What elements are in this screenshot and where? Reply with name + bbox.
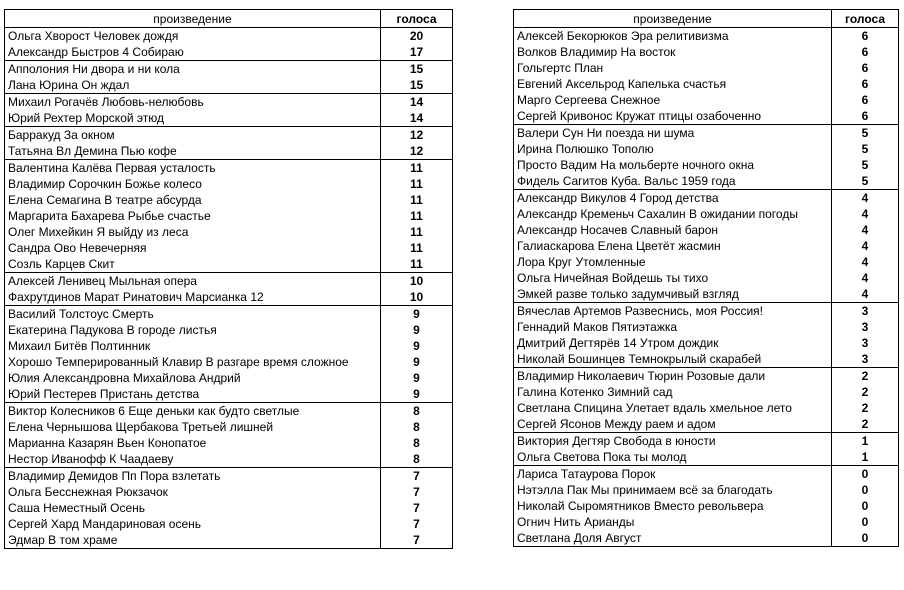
table-row <box>514 498 899 514</box>
votes-column-header: голоса <box>381 10 453 28</box>
entry-cell: Николай Бошинцев Темнокрылый скарабей <box>514 351 832 368</box>
entry-cell: Ольга Ничейная Войдешь ты тихо <box>514 270 832 286</box>
votes-cell: 4 <box>832 190 899 207</box>
table-row <box>5 44 453 61</box>
table-row <box>514 270 899 286</box>
votes-cell: 2 <box>832 368 899 385</box>
entry-cell: Просто Вадим На мольберте ночного окна <box>514 157 832 173</box>
votes-cell: 10 <box>381 273 453 290</box>
entry-cell: Лана Юрина Он ждал <box>5 77 381 94</box>
table-row <box>5 192 453 208</box>
votes-cell: 11 <box>381 224 453 240</box>
table-row <box>5 160 453 177</box>
table-row <box>5 484 453 500</box>
votes-cell: 6 <box>832 60 899 76</box>
votes-cell: 7 <box>381 468 453 485</box>
right-table-body <box>514 28 899 547</box>
entry-cell: Александр Викулов 4 Город детства <box>514 190 832 207</box>
table-row <box>514 514 899 530</box>
votes-cell: 4 <box>832 286 899 303</box>
table-row <box>514 157 899 173</box>
header-row <box>5 10 453 28</box>
table-row <box>514 125 899 142</box>
table-row <box>5 403 453 420</box>
votes-cell: 7 <box>381 516 453 532</box>
table-row <box>514 384 899 400</box>
entry-cell: Светлана Доля Август <box>514 530 832 547</box>
table-row <box>514 222 899 238</box>
entry-cell: Елена Чернышова Щербакова Третьей лишней <box>5 419 381 435</box>
votes-cell: 9 <box>381 306 453 323</box>
entry-cell: Эмкей разве только задумчивый взгляд <box>514 286 832 303</box>
entry-cell: Ольга Светова Пока ты молод <box>514 449 832 466</box>
votes-cell: 4 <box>832 254 899 270</box>
entry-cell: Огнич Нить Арианды <box>514 514 832 530</box>
table-row <box>5 256 453 273</box>
entry-cell: Сергей Хард Мандариновая осень <box>5 516 381 532</box>
entry-cell: Валентина Калёва Первая усталость <box>5 160 381 177</box>
table-row <box>5 127 453 144</box>
votes-cell: 8 <box>381 403 453 420</box>
table-row <box>514 76 899 92</box>
votes-cell: 6 <box>832 92 899 108</box>
table-row <box>5 94 453 111</box>
votes-cell: 10 <box>381 289 453 306</box>
table-row <box>514 466 899 483</box>
entry-cell: Александр Кременьч Сахалин В ожидании погоды <box>514 206 832 222</box>
entry-cell: Алексей Ленивец Мыльная опера <box>5 273 381 290</box>
entry-cell: Виктор Колесников 6 Еще деньки как будто светлые <box>5 403 381 420</box>
table-row <box>5 289 453 306</box>
table-row <box>5 386 453 403</box>
left-table-body <box>5 28 453 549</box>
table-row <box>5 176 453 192</box>
votes-cell: 15 <box>381 77 453 94</box>
entry-cell: Владимир Демидов Пп Пора взлетать <box>5 468 381 485</box>
entry-cell: Василий Толстоус Смерть <box>5 306 381 323</box>
table-row <box>514 400 899 416</box>
table-row <box>5 532 453 549</box>
table-row <box>514 92 899 108</box>
table-row <box>5 500 453 516</box>
table-row <box>5 224 453 240</box>
votes-cell: 9 <box>381 354 453 370</box>
votes-cell: 0 <box>832 482 899 498</box>
votes-cell: 5 <box>832 141 899 157</box>
table-row <box>514 238 899 254</box>
table-row <box>514 319 899 335</box>
entry-cell: Татьяна Вл Демина Пью кофе <box>5 143 381 160</box>
votes-cell: 11 <box>381 208 453 224</box>
table-row <box>5 110 453 127</box>
votes-cell: 2 <box>832 416 899 433</box>
table-row <box>514 108 899 125</box>
table-row <box>5 516 453 532</box>
entry-cell: Апполония Ни двора и ни кола <box>5 61 381 78</box>
table-row <box>5 240 453 256</box>
table-row <box>5 435 453 451</box>
votes-cell: 1 <box>832 433 899 450</box>
entry-cell: Михаил Рогачёв Любовь-нелюбовь <box>5 94 381 111</box>
entry-cell: Николай Сыромятников Вместо револьвера <box>514 498 832 514</box>
entry-cell: Ирина Полюшко Тополю <box>514 141 832 157</box>
entry-cell: Дмитрий Дегтярёв 14 Утром дождик <box>514 335 832 351</box>
entry-cell: Алексей Бекорюков Эра релитивизма <box>514 28 832 45</box>
entry-cell: Олег Михейкин Я выйду из леса <box>5 224 381 240</box>
table-row <box>514 141 899 157</box>
header-row <box>514 10 899 28</box>
table-row <box>5 419 453 435</box>
entry-cell: Юрий Рехтер Морской этюд <box>5 110 381 127</box>
entry-cell: Виктория Дегтяр Свобода в юности <box>514 433 832 450</box>
votes-cell: 5 <box>832 173 899 190</box>
entry-cell: Лариса Татаурова Порок <box>514 466 832 483</box>
table-row <box>514 60 899 76</box>
table-row <box>514 449 899 466</box>
votes-cell: 0 <box>832 514 899 530</box>
votes-cell: 9 <box>381 322 453 338</box>
entry-cell: Марианна Казарян Вьен Конопатое <box>5 435 381 451</box>
entry-cell: Фидель Сагитов Куба. Вальс 1959 года <box>514 173 832 190</box>
entry-cell: Марго Сергеева Снежное <box>514 92 832 108</box>
table-row <box>5 61 453 78</box>
entry-cell: Барракуд За окном <box>5 127 381 144</box>
table-row <box>514 286 899 303</box>
table-row <box>514 303 899 320</box>
table-row <box>5 143 453 160</box>
votes-cell: 7 <box>381 500 453 516</box>
votes-cell: 3 <box>832 303 899 320</box>
entry-cell: Александр Носачев Славный барон <box>514 222 832 238</box>
table-row <box>514 482 899 498</box>
votes-cell: 9 <box>381 338 453 354</box>
entry-cell: Сергей Ясонов Между раем и адом <box>514 416 832 433</box>
table-row <box>5 354 453 370</box>
entry-cell: Сандра Ово Невечерняя <box>5 240 381 256</box>
votes-cell: 14 <box>381 94 453 111</box>
votes-cell: 6 <box>832 76 899 92</box>
table-row <box>5 306 453 323</box>
votes-cell: 5 <box>832 157 899 173</box>
entry-cell: Валери Сун Ни поезда ни шума <box>514 125 832 142</box>
votes-cell: 6 <box>832 108 899 125</box>
votes-cell: 12 <box>381 127 453 144</box>
entry-cell: Хорошо Темперированный Клавир В разгаре время сложное <box>5 354 381 370</box>
entry-cell: Екатерина Падукова В городе листья <box>5 322 381 338</box>
votes-cell: 9 <box>381 386 453 403</box>
votes-cell: 2 <box>832 400 899 416</box>
table-row <box>5 273 453 290</box>
entry-cell: Евгений Аксельрод Капелька счастья <box>514 76 832 92</box>
table-row <box>514 416 899 433</box>
votes-cell: 8 <box>381 435 453 451</box>
entry-cell: Светлана Спицина Улетает вдаль хмельное лето <box>514 400 832 416</box>
votes-cell: 6 <box>832 28 899 45</box>
votes-cell: 4 <box>832 222 899 238</box>
votes-column-header: голоса <box>832 10 899 28</box>
entry-cell: Лора Круг Утомленные <box>514 254 832 270</box>
table-row <box>5 338 453 354</box>
votes-cell: 4 <box>832 206 899 222</box>
table-row <box>5 451 453 468</box>
right-results-table <box>513 9 899 547</box>
votes-cell: 8 <box>381 451 453 468</box>
table-row <box>514 368 899 385</box>
entry-cell: Ольга Хворост Человек дождя <box>5 28 381 45</box>
table-row <box>5 468 453 485</box>
votes-cell: 20 <box>381 28 453 45</box>
work-column-header: произведение <box>514 10 832 28</box>
votes-cell: 11 <box>381 160 453 177</box>
table-row <box>514 530 899 547</box>
votes-cell: 6 <box>832 44 899 60</box>
entry-cell: Нэтэлла Пак Мы принимаем всё за благодать <box>514 482 832 498</box>
votes-cell: 15 <box>381 61 453 78</box>
entry-cell: Галиаскарова Елена Цветёт жасмин <box>514 238 832 254</box>
votes-cell: 9 <box>381 370 453 386</box>
entry-cell: Александр Быстров 4 Собираю <box>5 44 381 61</box>
votes-cell: 12 <box>381 143 453 160</box>
votes-cell: 3 <box>832 351 899 368</box>
votes-cell: 11 <box>381 192 453 208</box>
entry-cell: Фахрутдинов Марат Ринатович Марсианка 12 <box>5 289 381 306</box>
entry-cell: Эдмар В том храме <box>5 532 381 549</box>
table-row <box>5 370 453 386</box>
work-column-header: произведение <box>5 10 381 28</box>
votes-cell: 2 <box>832 384 899 400</box>
table-row <box>5 28 453 45</box>
votes-cell: 0 <box>832 466 899 483</box>
votes-cell: 8 <box>381 419 453 435</box>
entry-cell: Юлия Александровна Михайлова Андрий <box>5 370 381 386</box>
entry-cell: Елена Семагина В театре абсурда <box>5 192 381 208</box>
entry-cell: Волков Владимир На восток <box>514 44 832 60</box>
entry-cell: Саша Неместный Осень <box>5 500 381 516</box>
table-row <box>514 206 899 222</box>
entry-cell: Ольга Бесснежная Рюкзачок <box>5 484 381 500</box>
entry-cell: Владимир Сорочкин Божье колесо <box>5 176 381 192</box>
entry-cell: Маргарита Бахарева Рыбье счастье <box>5 208 381 224</box>
table-row <box>5 322 453 338</box>
entry-cell: Гольгертс План <box>514 60 832 76</box>
entry-cell: Нестор Иванофф К Чаадаеву <box>5 451 381 468</box>
entry-cell: Юрий Пестерев Пристань детства <box>5 386 381 403</box>
entry-cell: Геннадий Маков Пятиэтажка <box>514 319 832 335</box>
table-row <box>514 433 899 450</box>
votes-cell: 14 <box>381 110 453 127</box>
entry-cell: Созль Карцев Скит <box>5 256 381 273</box>
table-row <box>514 190 899 207</box>
table-row <box>514 173 899 190</box>
left-results-table <box>4 9 453 549</box>
votes-cell: 17 <box>381 44 453 61</box>
entry-cell: Владимир Николаевич Тюрин Розовые дали <box>514 368 832 385</box>
table-row <box>514 335 899 351</box>
votes-cell: 0 <box>832 498 899 514</box>
entry-cell: Галина Котенко Зимний сад <box>514 384 832 400</box>
votes-cell: 11 <box>381 256 453 273</box>
table-row <box>5 208 453 224</box>
entry-cell: Михаил Битёв Полтинник <box>5 338 381 354</box>
votes-cell: 3 <box>832 335 899 351</box>
votes-cell: 11 <box>381 240 453 256</box>
entry-cell: Сергей Кривонос Кружат птицы озабоченно <box>514 108 832 125</box>
votes-cell: 7 <box>381 484 453 500</box>
table-row <box>514 351 899 368</box>
table-row <box>514 28 899 45</box>
votes-cell: 11 <box>381 176 453 192</box>
votes-cell: 0 <box>832 530 899 547</box>
votes-cell: 1 <box>832 449 899 466</box>
entry-cell: Вячеслав Артемов Развеснись, моя Россия! <box>514 303 832 320</box>
votes-cell: 4 <box>832 238 899 254</box>
table-row <box>5 77 453 94</box>
table-row <box>514 254 899 270</box>
votes-cell: 4 <box>832 270 899 286</box>
votes-cell: 5 <box>832 125 899 142</box>
votes-cell: 3 <box>832 319 899 335</box>
votes-cell: 7 <box>381 532 453 549</box>
table-row <box>514 44 899 60</box>
